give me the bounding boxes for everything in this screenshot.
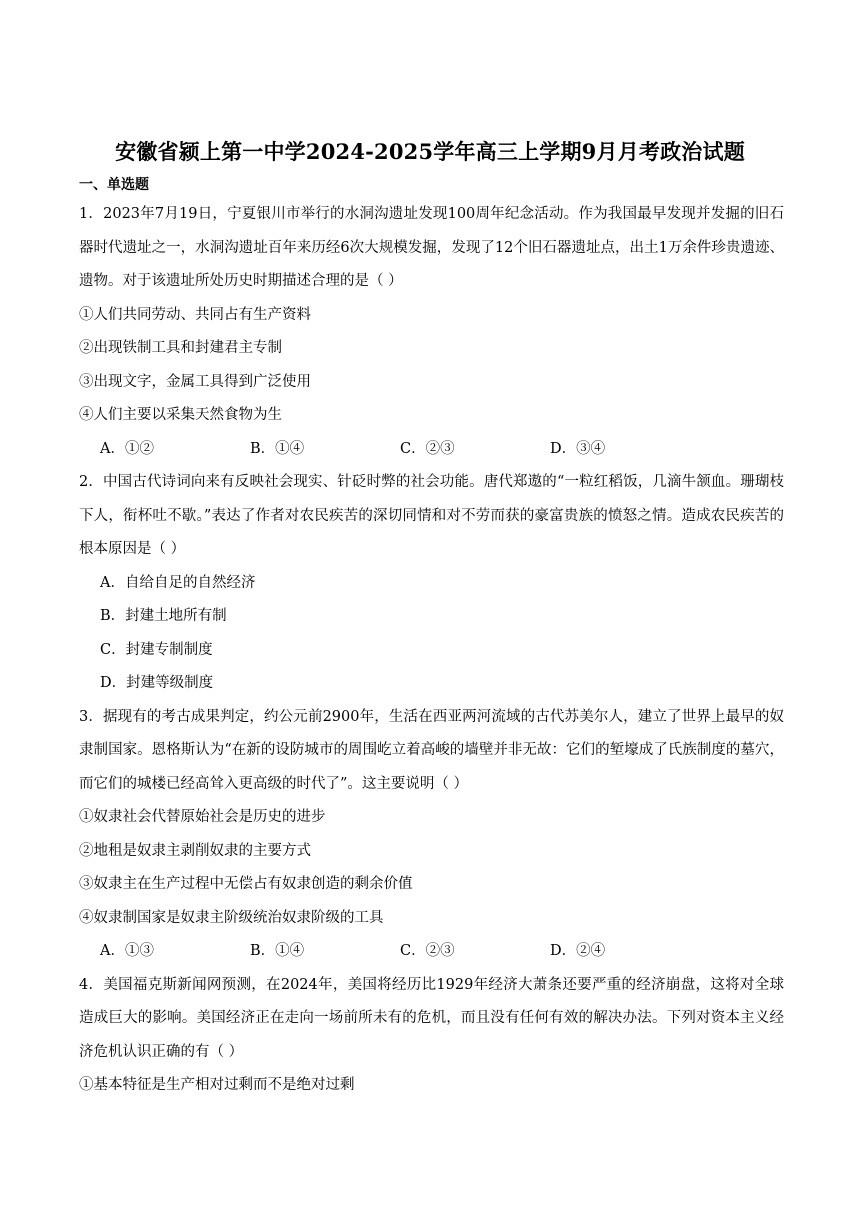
statement-item: ①奴隶社会代替原始社会是历史的进步 [79, 809, 326, 825]
statement-item: ①基本特征是生产相对过剩而不是绝对过剩 [79, 1077, 355, 1093]
option-c: C．②③ [400, 440, 455, 457]
answer-options [79, 935, 784, 969]
question-stem: 2．中国古代诗词向来有反映社会现实、针砭时弊的社会功能。唐代郑遨的“一粒红稻饭，几滴牛颔血。珊瑚枝下人，衔杯吐不歇。”表达了作者对农民疾苦的深切同情和对不劳而获的豪富贵族的愤怒之情。造成农民疾苦的根本原因是（ ） [79, 474, 784, 557]
option-a: A．①③ [100, 943, 154, 959]
option-d: D．封建等级制度 [100, 675, 214, 691]
section-heading: 一、单选题 [79, 177, 149, 193]
option-c: C．封建专制制度 [100, 641, 213, 658]
option-d: D．②④ [550, 943, 606, 959]
question-3 [79, 701, 784, 969]
option-c: C．②③ [400, 943, 455, 959]
question-1 [79, 198, 784, 466]
option-d: D．③④ [550, 440, 606, 457]
statement-item: ②出现铁制工具和封建君主专制 [79, 340, 282, 356]
question-stem: 4．美国福克斯新闻网预测，在2024年，美国将经历比1929年经济大萧条还要严重的经济崩盘，这将对全球造成巨大的影响。美国经济正在走向一场前所未有的危机，而且没有任何有效的解决办法。下列对资本主义经济危机认识正确的有（ ） [79, 976, 784, 1060]
answer-options [79, 433, 784, 467]
statement-item: ①人们共同劳动、共同占有生产资料 [79, 306, 311, 323]
question-stem: 1．2023年7月19日，宁夏银川市举行的水洞沟遗址发现100周年纪念活动。作为我国最早发现并发掘的旧石器时代遗址之一，水洞沟遗址百年来历经6次大规模发掘，发现了12个旧石器遗址点，出土1万余件珍贵遗迹、遗物。对于该遗址所处历史时期描述合理的是（ ） [79, 206, 784, 289]
questions-body [79, 198, 784, 1103]
statement-item: ③出现文字，金属工具得到广泛使用 [79, 373, 311, 390]
statement-item: ④人们主要以采集天然食物为生 [79, 407, 282, 423]
option-b: B．①④ [250, 943, 305, 959]
option-b: B．①④ [250, 440, 305, 457]
question-stem: 3．据现有的考古成果判定，约公元前2900年，生活在西亚两河流域的古代苏美尔人，建立了世界上最早的奴隶制国家。恩格斯认为“在新的设防城市的周围屹立着高峻的墙壁并非无故：它们的堑壕成了氏族制度的墓穴，而它们的城楼已经高耸入更高级的时代了”。这主要说明（ ） [79, 708, 784, 792]
option-a: A．①② [100, 440, 154, 457]
question-2 [79, 466, 784, 701]
statement-item: ②地租是奴隶主剥削奴隶的主要方式 [79, 842, 311, 859]
page-title: 安徽省颍上第一中学2024-2025学年高三上学期9月月考政治试题 [115, 139, 745, 164]
option-a: A．自给自足的自然经济 [100, 574, 256, 591]
statement-item: ④奴隶制国家是奴隶主阶级统治奴隶阶级的工具 [79, 909, 384, 926]
question-4 [79, 969, 784, 1103]
statement-item: ③奴隶主在生产过程中无偿占有奴隶创造的剩余价值 [79, 876, 413, 892]
option-b: B．封建土地所有制 [100, 608, 227, 624]
